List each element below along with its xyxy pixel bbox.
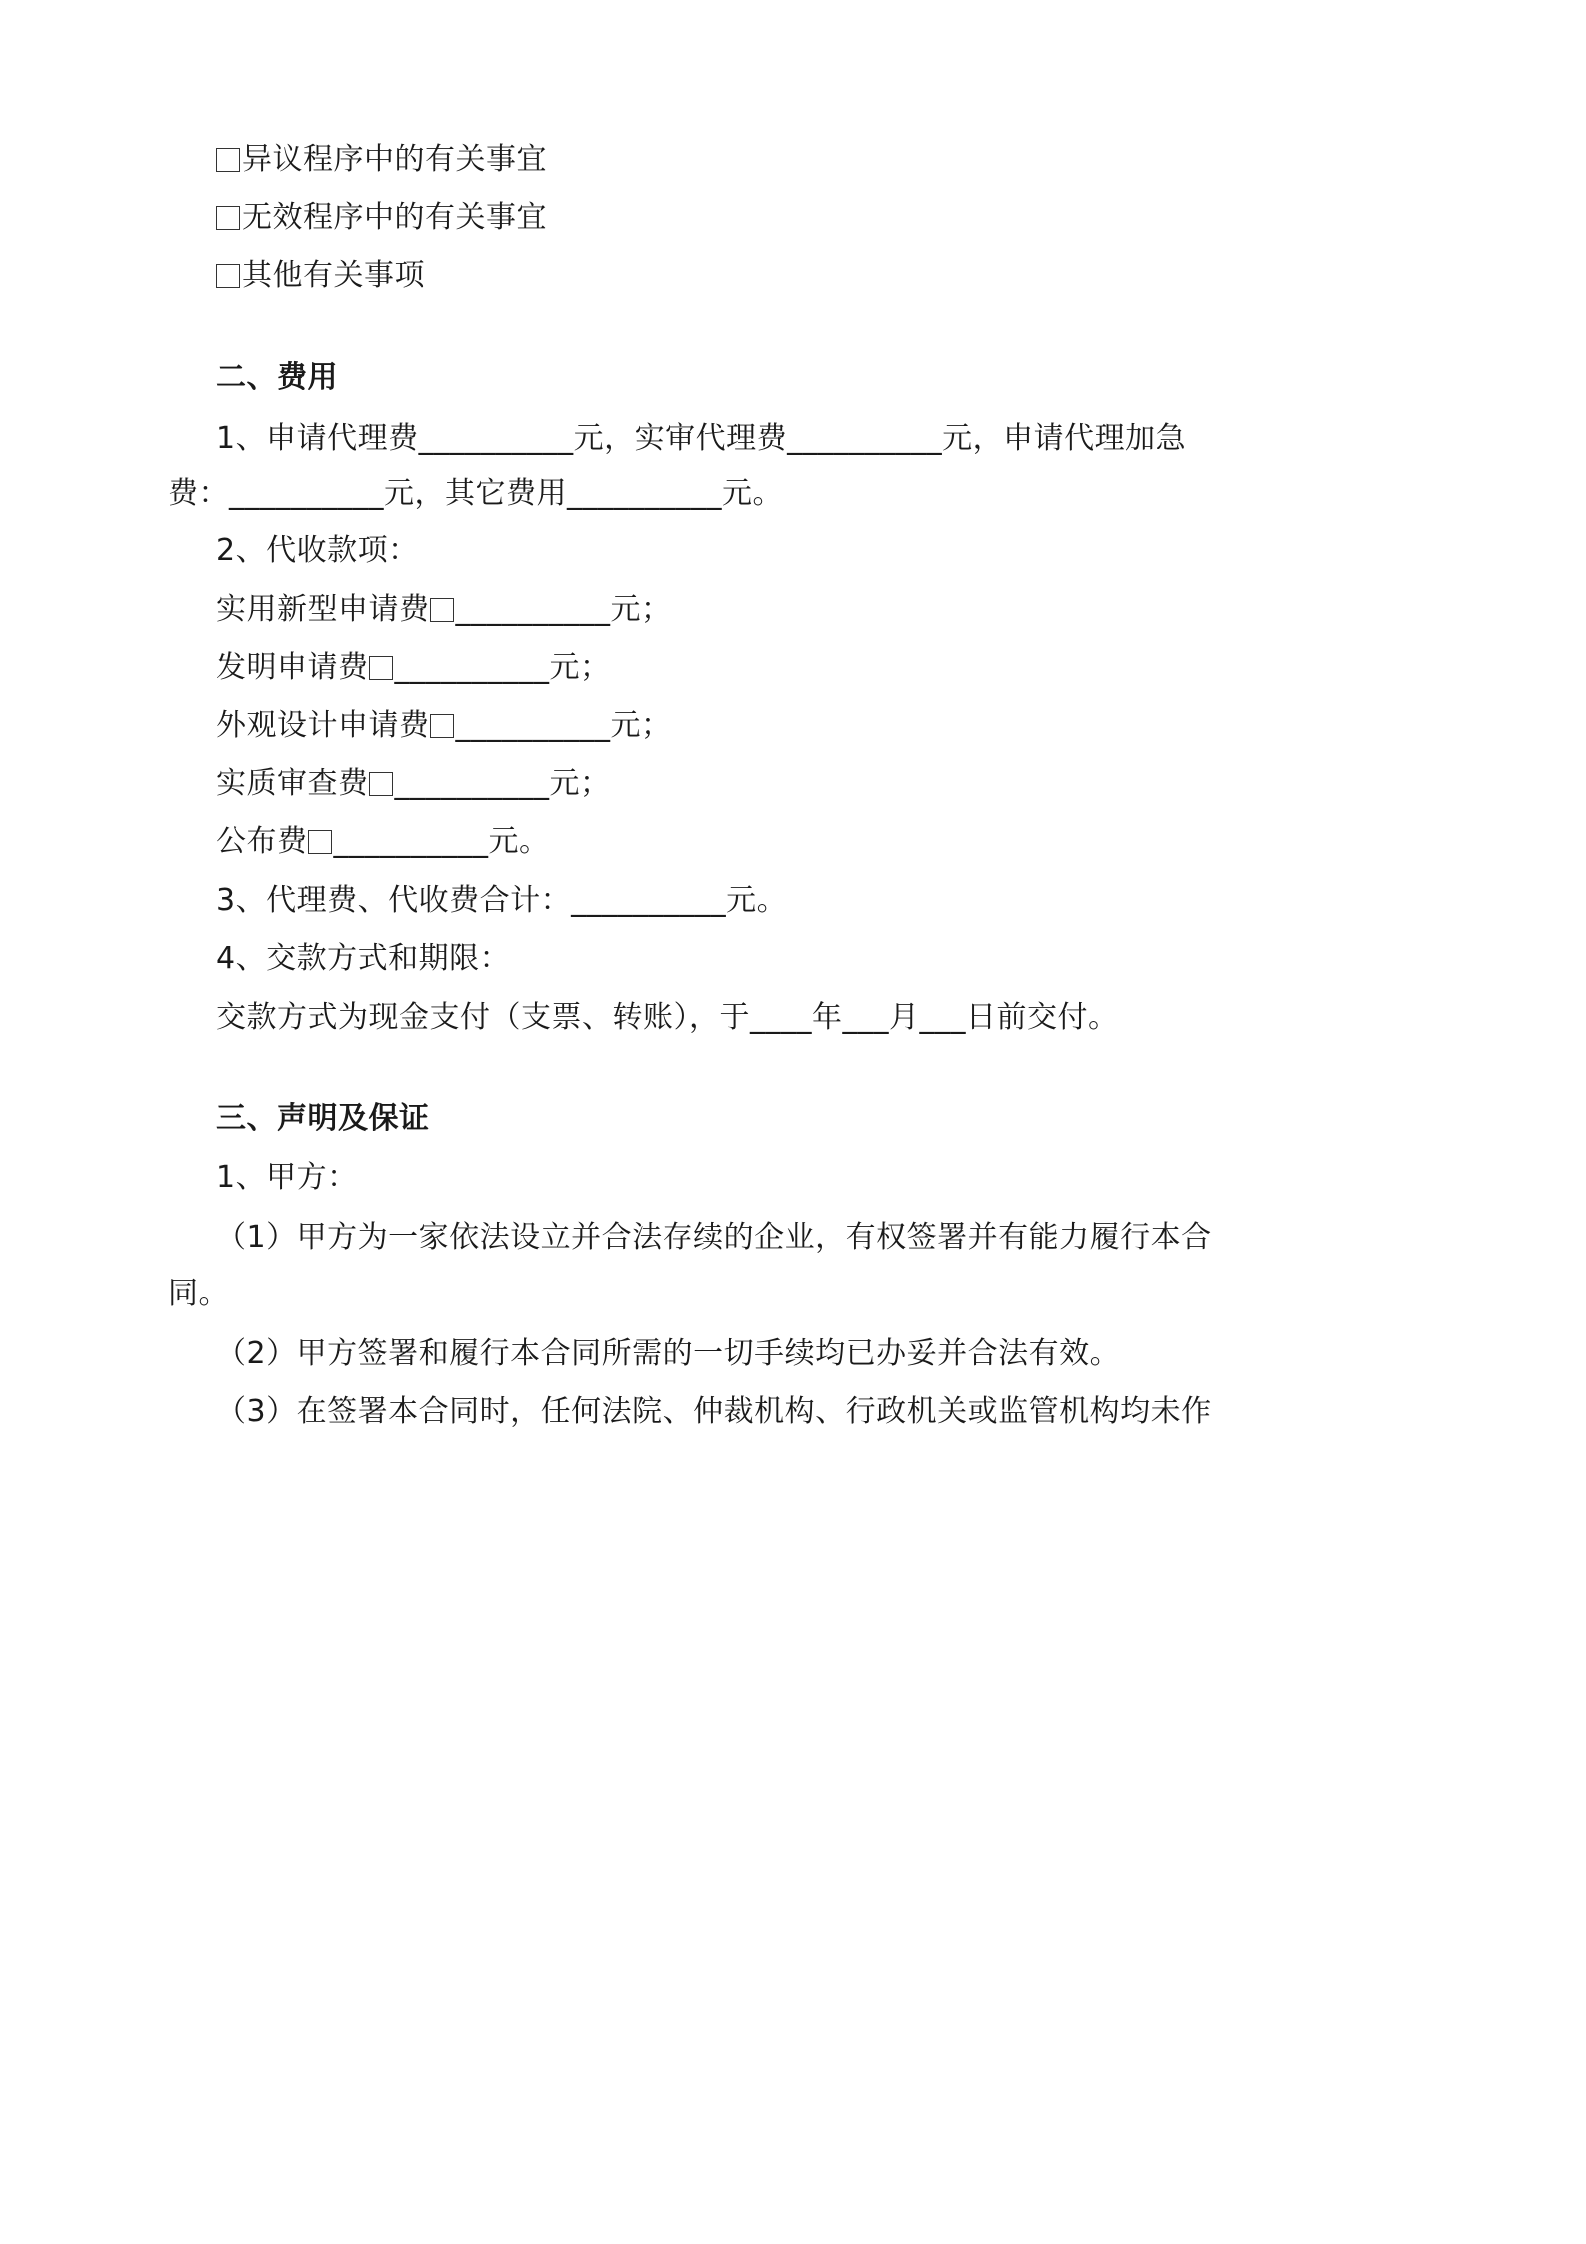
fee-label: 实用新型申请费	[216, 592, 430, 627]
checkbox[interactable]	[308, 830, 332, 854]
fee-item-2-title: 2、代收款项：	[216, 533, 419, 568]
fee-tail: __________元。	[333, 824, 550, 859]
checkbox[interactable]	[216, 148, 240, 172]
option-label: 无效程序中的有关事宜	[242, 200, 547, 235]
section-heading-declarations: 三、声明及保证	[216, 1101, 430, 1136]
fee-utility-model	[216, 590, 672, 630]
clause-1-line-2: 同。	[168, 1276, 229, 1311]
fee-label: 公布费	[216, 824, 308, 859]
clause-3: （3）在签署本合同时，任何法院、仲裁机构、行政机关或监管机构均未作	[216, 1394, 1212, 1429]
fee-tail: __________元；	[394, 650, 611, 685]
fee-substantive-exam	[216, 764, 611, 804]
option-other	[216, 256, 425, 296]
fee-payment-text: 交款方式为现金支付（支票、转账），于____年___月___日前交付。	[216, 1000, 1119, 1035]
checkbox[interactable]	[369, 656, 393, 680]
option-objection	[216, 140, 547, 180]
clause-1-line-1: （1）甲方为一家依法设立并合法存续的企业，有权签署并有能力履行本合	[216, 1220, 1212, 1255]
option-label: 异议程序中的有关事宜	[242, 142, 547, 177]
fee-publication	[216, 822, 550, 862]
option-invalidation	[216, 198, 547, 238]
checkbox[interactable]	[216, 206, 240, 230]
checkbox[interactable]	[216, 264, 240, 288]
fee-tail: __________元；	[455, 592, 672, 627]
fee-label: 实质审查费	[216, 766, 369, 801]
section-heading-fees: 二、费用	[216, 360, 338, 395]
checkbox[interactable]	[369, 772, 393, 796]
fee-label: 外观设计申请费	[216, 708, 430, 743]
clause-2: （2）甲方签署和履行本合同所需的一切手续均已办妥并合法有效。	[216, 1336, 1121, 1371]
fee-design	[216, 706, 672, 746]
fee-tail: __________元；	[394, 766, 611, 801]
option-label: 其他有关事项	[242, 258, 425, 293]
party-a-title: 1、甲方：	[216, 1160, 358, 1195]
fee-label: 发明申请费	[216, 650, 369, 685]
fee-invention	[216, 648, 611, 688]
fee-item-1-line-1: 1、申请代理费__________元，实审代理费__________元，申请代理加急	[216, 421, 1187, 456]
fee-payment-title: 4、交款方式和期限：	[216, 941, 511, 976]
fee-tail: __________元；	[455, 708, 672, 743]
fee-item-1-line-2: 费：__________元，其它费用__________元。	[168, 476, 783, 511]
checkbox[interactable]	[430, 714, 454, 738]
fee-total: 3、代理费、代收费合计：__________元。	[216, 883, 788, 918]
checkbox[interactable]	[430, 598, 454, 622]
